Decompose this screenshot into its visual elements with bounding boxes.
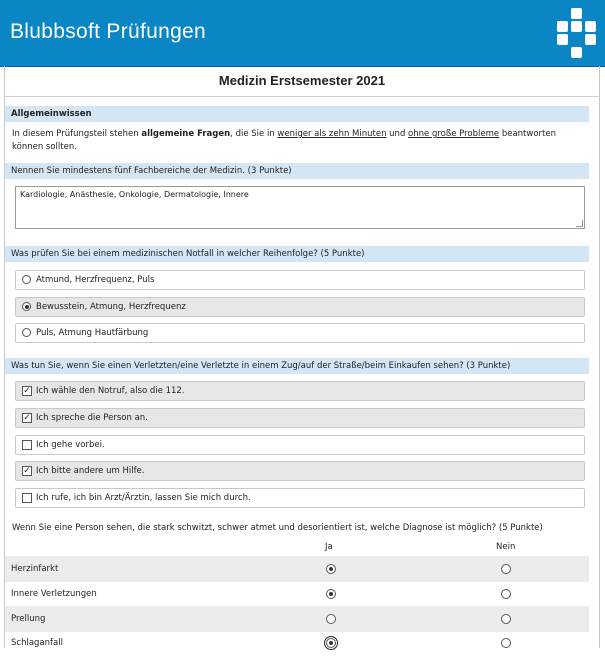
matrix-row bbox=[5, 556, 589, 582]
checkbox-option-3[interactable] bbox=[15, 435, 585, 455]
radio-yes-icon[interactable] bbox=[326, 614, 336, 624]
matrix-row bbox=[5, 606, 589, 632]
radio-no-icon[interactable] bbox=[501, 614, 511, 624]
radio-yes-selected-icon[interactable] bbox=[326, 564, 336, 574]
checkbox-option-label: Ich gehe vorbei. bbox=[36, 440, 105, 450]
matrix-row-label: Herzinfarkt bbox=[11, 564, 59, 574]
radio-yes-selected-icon[interactable] bbox=[326, 589, 336, 599]
radio-button-icon[interactable] bbox=[22, 328, 31, 337]
question-3: Was tun Sie, wenn Sie einen Verletzten/eine Verletzte in einem Zug/auf der Straße/beim Einkaufen sehen? (3 Punkte) bbox=[5, 358, 589, 374]
checkbox-option-label: Ich wähle den Notruf, also die 112. bbox=[36, 386, 185, 396]
column-header-yes: Ja bbox=[325, 542, 333, 552]
checkbox-icon[interactable] bbox=[22, 440, 32, 450]
radio-button-icon[interactable] bbox=[22, 275, 31, 284]
radio-no-icon[interactable] bbox=[501, 589, 511, 599]
radio-option-label: Bewusstein, Atmung, Herzfrequenz bbox=[36, 302, 186, 312]
section-heading-allgemeinwissen: Allgemeinwissen bbox=[5, 106, 589, 122]
radio-button-selected-icon[interactable] bbox=[22, 302, 31, 311]
radio-no-icon[interactable] bbox=[501, 564, 511, 574]
app-title: Blubbsoft Prüfungen bbox=[10, 20, 207, 43]
checkbox-option-label: Ich bitte andere um Hilfe. bbox=[36, 466, 145, 476]
matrix-row bbox=[5, 581, 589, 607]
radio-option-1[interactable] bbox=[15, 270, 585, 290]
matrix-row-label: Prellung bbox=[11, 614, 46, 624]
checkbox-option-2[interactable] bbox=[15, 408, 585, 428]
checkbox-checked-icon[interactable]: ✓ bbox=[23, 386, 31, 396]
checkbox-checked-icon[interactable]: ✓ bbox=[23, 413, 31, 423]
question-1: Nennen Sie mindestens fünf Fachbereiche der Medizin. (3 Punkte) bbox=[5, 163, 589, 179]
blubbsoft-logo-icon bbox=[557, 8, 597, 58]
checkbox-icon[interactable] bbox=[22, 493, 32, 503]
question-4: Wenn Sie eine Person sehen, die stark schwitzt, schwer atmet und desorientiert ist, welche Diagnose ist möglich? (5 Punkte) bbox=[12, 523, 543, 533]
answer-textarea[interactable] bbox=[15, 186, 585, 229]
radio-option-3[interactable] bbox=[15, 323, 585, 343]
checkbox-option-5[interactable] bbox=[15, 488, 585, 508]
matrix-row-label: Innere Verletzungen bbox=[11, 589, 97, 599]
checkbox-checked-icon[interactable]: ✓ bbox=[23, 466, 31, 476]
checkbox-option-4[interactable] bbox=[15, 461, 585, 481]
answer-text: Kardiologie, Anästhesie, Onkologie, Dermatologie, Innere bbox=[20, 190, 249, 199]
matrix-row-label: Schlaganfall bbox=[11, 638, 63, 648]
radio-no-icon[interactable] bbox=[501, 638, 511, 648]
exam-title: Medizin Erstsemester 2021 bbox=[5, 66, 599, 97]
checkbox-option-label: Ich spreche die Person an. bbox=[36, 413, 148, 423]
radio-option-label: Atmund, Herzfrequenz, Puls bbox=[36, 275, 155, 285]
intro-text: In diesem Prüfungsteil stehen allgemeine Fragen, die Sie in weniger als zehn Minuten und ohne große Probleme beantworten können sollten. bbox=[12, 129, 556, 152]
question-2: Was prüfen Sie bei einem medizinischen Notfall in welcher Reihenfolge? (5 Punkte) bbox=[5, 246, 589, 262]
radio-option-2[interactable] bbox=[15, 297, 585, 317]
resize-handle-icon[interactable] bbox=[576, 220, 583, 227]
matrix-row bbox=[5, 630, 589, 656]
checkbox-option-label: Ich rufe, ich bin Arzt/Ärztin, lassen Sie mich durch. bbox=[36, 493, 251, 503]
radio-yes-selected-icon[interactable] bbox=[326, 638, 336, 648]
column-header-no: Nein bbox=[496, 542, 516, 552]
app-header bbox=[0, 0, 605, 67]
radio-option-label: Puls, Atmung Hautfärbung bbox=[36, 328, 149, 338]
checkbox-option-1[interactable] bbox=[15, 381, 585, 401]
